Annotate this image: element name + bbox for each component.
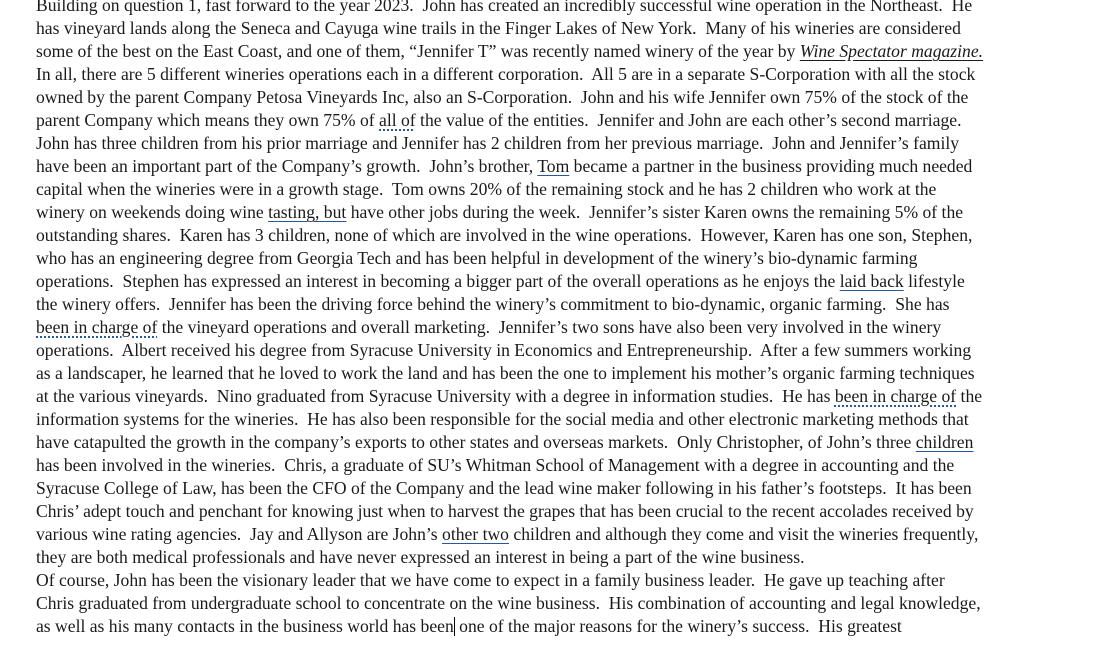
text-line[interactable]: [36, 0, 972, 17]
flagged-phrase: Tom: [537, 156, 570, 176]
text-line[interactable]: [36, 178, 936, 201]
text-line[interactable]: [36, 523, 978, 546]
text-run: the vineyard operations and overall marketing. Jennifer’s two sons have also been very involved in the winery: [157, 317, 942, 337]
text-line[interactable]: [36, 132, 959, 155]
text-line[interactable]: [36, 40, 983, 63]
text-line[interactable]: [36, 615, 902, 638]
flagged-phrase: all of: [379, 110, 416, 130]
flagged-phrase: Wine Spectator magazine.: [799, 41, 984, 61]
text-line[interactable]: [36, 109, 962, 132]
text-run: who has an engineering degree from Georgia Tech and has been helpful in development of the winery’s bio-dynamic farming: [36, 248, 918, 268]
flagged-phrase: children: [915, 432, 974, 452]
text-run: operations. Stephen has expressed an interest in becoming a bigger part of the overall operations as he enjoys the: [36, 271, 840, 291]
text-run: some of the best on the East Coast, and one of them, “Jennifer T” was recently named winery of the year by: [36, 41, 800, 61]
text-line[interactable]: [36, 63, 975, 86]
text-line[interactable]: [36, 17, 961, 40]
text-line[interactable]: [36, 155, 972, 178]
text-run: have been an important part of the Company’s growth. John’s brother,: [36, 156, 538, 176]
text-run: at the various vineyards. Nino graduated from Syracuse University with a degree in information studies. He has: [36, 386, 835, 406]
text-run: In all, there are 5 different wineries operations each in a different corporation. All 5 are in a separate S-Corporation with all the stock: [36, 64, 976, 84]
text-line[interactable]: [36, 385, 982, 408]
text-line[interactable]: [36, 339, 971, 362]
text-run: has vineyard lands along the Seneca and Cayuga wine trails in the Finger Lakes of New York. Many of his wineries are considered: [36, 18, 961, 38]
text-line[interactable]: [36, 569, 945, 592]
text-run: Of course, John has been the visionary leader that we have come to expect in a family business leader. He gave up teaching after: [36, 570, 945, 590]
text-run: winery on weekends doing wine: [36, 202, 269, 222]
text-line[interactable]: [36, 408, 969, 431]
text-run: the: [956, 386, 983, 406]
text-line[interactable]: [36, 247, 917, 270]
text-run: one of the major reasons for the winery’s success. His greatest: [454, 616, 902, 636]
text-run: John has three children from his prior marriage and Jennifer has 2 children from her previous marriage. John and Jennifer’s family: [36, 133, 960, 153]
flagged-phrase: been in charge of: [36, 317, 158, 337]
text-run: children and although they come and visit the wineries frequently,: [508, 524, 979, 544]
text-run: Chris graduated from undergraduate school to concentrate on the wine business. His combination of accounting and legal knowledge,: [36, 593, 981, 613]
text-line[interactable]: [36, 270, 965, 293]
text-run: has been involved in the wineries. Chris, a graduate of SU’s Whitman School of Management with a degree in accounting and the: [36, 455, 955, 475]
text-line[interactable]: [36, 500, 974, 523]
text-run: various wine rating agencies. Jay and Allyson are John’s: [36, 524, 443, 544]
text-run: owned by the parent Company Petosa Vineyards Inc, also an S-Corporation. John and his wife Jennifer own 75% of the stock of the: [36, 87, 969, 107]
text-run: lifestyle: [903, 271, 965, 291]
text-run: information systems for the wineries. He has also been responsible for the social media and other electronic marketing methods that: [36, 409, 969, 429]
text-run: Building on question 1, fast forward to the year 2023. John has created an incredibly successful wine operation in the Northeast. He: [36, 0, 973, 15]
text-run: operations. Albert received his degree from Syracuse University in Economics and Entrepreneurship. After a few summers working: [36, 340, 972, 360]
flagged-phrase: tasting, but: [268, 202, 347, 222]
text-line[interactable]: [36, 201, 963, 224]
text-run: the winery offers. Jennifer has been the driving force behind the winery’s commitment to bio-dynamic, organic farming. She has: [36, 294, 950, 314]
text-line[interactable]: [36, 546, 805, 569]
text-run: they are both medical professionals and have never expressed an interest in being a part of the wine business.: [36, 547, 805, 567]
text-run: capital when the wineries were in a growth stage. Tom owns 20% of the remaining stock and he has 2 children who work at the: [36, 179, 937, 199]
text-run: as well as his many contacts in the business world has been: [36, 616, 454, 636]
text-line[interactable]: [36, 293, 949, 316]
text-line[interactable]: [36, 316, 941, 339]
text-run: the value of the entities. Jennifer and John are each other’s second marriage.: [415, 110, 962, 130]
text-line[interactable]: [36, 224, 972, 247]
text-run: Syracuse College of Law, has been the CFO of the Company and the lead wine maker following in his father’s footsteps. It has been: [36, 478, 972, 498]
text-line[interactable]: [36, 477, 972, 500]
text-line[interactable]: [36, 454, 954, 477]
text-run: have catapulted the growth in the company’s exports to other states and overseas markets. Only Christopher, of John’s three: [36, 432, 916, 452]
text-line[interactable]: [36, 592, 981, 615]
text-run: have other jobs during the week. Jennifer’s sister Karen owns the remaining 5% of the: [346, 202, 964, 222]
text-run: parent Company which means they own 75% of: [36, 110, 380, 130]
text-line[interactable]: [36, 431, 973, 454]
text-run: as a landscaper, he learned that he loved to work the land and has been the one to implement his mother’s organic farming techniques: [36, 363, 975, 383]
flagged-phrase: been in charge of: [834, 386, 957, 406]
text-line[interactable]: [36, 86, 968, 109]
text-run: became a partner in the business providing much needed: [569, 156, 973, 176]
flagged-phrase: laid back: [839, 271, 904, 291]
text-run: outstanding shares. Karen has 3 children, none of which are involved in the wine operations. However, Karen has one son, Stephen,: [36, 225, 973, 245]
flagged-phrase: other two: [442, 524, 509, 544]
text-line[interactable]: [36, 362, 975, 385]
text-run: Chris’ adept touch and penchant for knowing just when to harvest the grapes that has been crucial to the recent accolades received by: [36, 501, 974, 521]
